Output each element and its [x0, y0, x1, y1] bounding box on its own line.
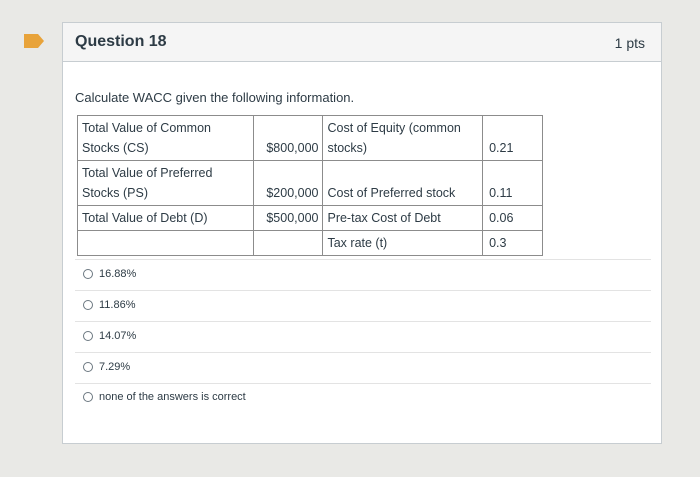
table-cell-param: Pre-tax Cost of Debt	[323, 206, 483, 231]
info-table	[77, 115, 543, 256]
table-cell-param: Cost of Equity (common stocks)	[323, 116, 483, 161]
table-cell-value: 0.06	[483, 206, 543, 231]
table-cell-amount: $200,000	[253, 161, 323, 206]
answer-label: none of the answers is correct	[99, 391, 246, 403]
answer-divider	[75, 259, 651, 260]
table-cell-label: Total Value of Preferred Stocks (PS)	[78, 161, 254, 206]
radio-circle-icon[interactable]	[83, 269, 93, 279]
table-cell-label: Total Value of Debt (D)	[78, 206, 254, 231]
table-cell-amount: $500,000	[253, 206, 323, 231]
table-cell-value: 0.21	[483, 116, 543, 161]
question-title: Question 18	[75, 33, 167, 50]
answer-label: 11.86%	[99, 299, 136, 311]
answer-label: 16.88%	[99, 268, 137, 280]
answer-divider	[75, 321, 651, 322]
answer-option-1[interactable]	[83, 266, 136, 282]
table-row	[78, 206, 543, 231]
radio-circle-icon[interactable]	[83, 362, 93, 372]
answer-label: 14.07%	[99, 330, 137, 342]
radio-circle-icon[interactable]	[83, 392, 93, 402]
answer-divider	[75, 383, 651, 384]
table-cell-param: Cost of Preferred stock	[323, 161, 483, 206]
question-card	[62, 22, 662, 444]
answer-option-5[interactable]	[83, 389, 246, 405]
answer-option-2[interactable]	[83, 297, 136, 313]
radio-circle-icon[interactable]	[83, 300, 93, 310]
question-header	[63, 23, 661, 62]
table-row	[78, 231, 543, 256]
question-prompt: Calculate WACC given the following information.	[75, 90, 355, 105]
table-row	[78, 116, 543, 161]
table-cell-amount: $800,000	[253, 116, 323, 161]
answer-divider	[75, 352, 651, 353]
table-cell-label	[78, 231, 254, 256]
radio-circle-icon[interactable]	[83, 331, 93, 341]
table-cell-value: 0.11	[483, 161, 543, 206]
table-cell-label: Total Value of Common Stocks (CS)	[78, 116, 254, 161]
question-points: 1 pts	[614, 35, 645, 51]
table-cell-amount	[253, 231, 323, 256]
question-flag-icon[interactable]	[24, 34, 44, 48]
answer-label: 7.29%	[99, 361, 131, 373]
answer-option-3[interactable]	[83, 328, 136, 344]
table-cell-value: 0.3	[483, 231, 543, 256]
table-row	[78, 161, 543, 206]
table-cell-param: Tax rate (t)	[323, 231, 483, 256]
answer-divider	[75, 290, 651, 291]
answer-option-4[interactable]	[83, 359, 130, 375]
